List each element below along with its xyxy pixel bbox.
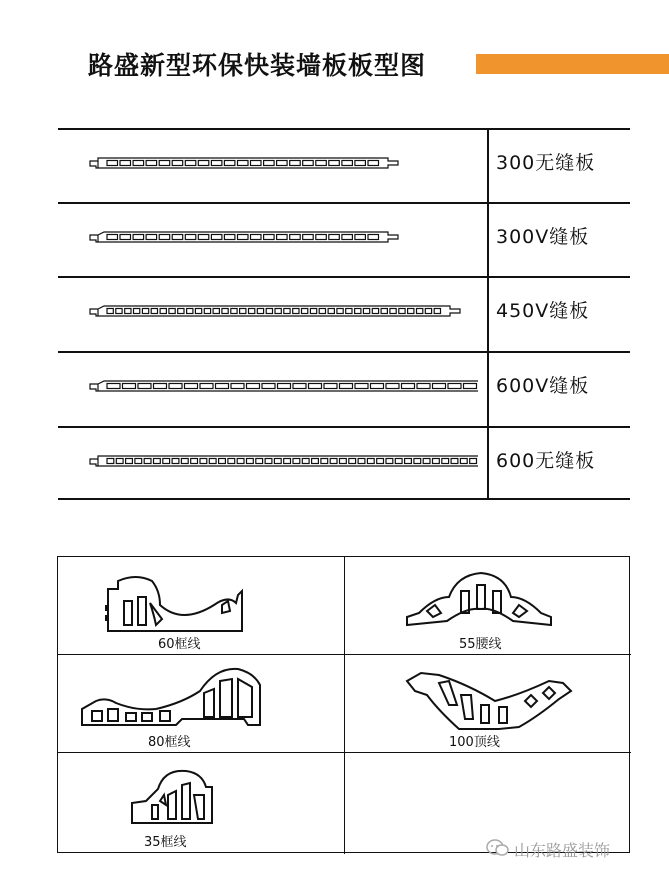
panel-hollow-cell — [266, 309, 272, 314]
panel-hollow-cell — [355, 384, 368, 389]
panel-hollow-cell — [238, 235, 249, 240]
panel-hollow-cell — [303, 235, 314, 240]
panel-hollow-cell — [346, 309, 352, 314]
panel-hollow-cell — [328, 309, 334, 314]
panel-hollow-cell — [116, 459, 123, 464]
panel-hollow-cell — [133, 235, 144, 240]
panel-hollow-cell — [209, 459, 216, 464]
panel-hollow-cell — [408, 309, 414, 314]
panel-hollow-cell — [434, 309, 440, 314]
panel-hollow-cell — [451, 459, 458, 464]
trim-label: 100顶线 — [449, 735, 500, 750]
panel-hollow-cell — [464, 384, 477, 389]
panel-hollow-cell — [247, 459, 254, 464]
panel-hollow-cell — [324, 384, 337, 389]
panel-hollow-cell — [414, 459, 421, 464]
panel-hollow-cell — [146, 161, 157, 166]
trim-label: 55腰线 — [459, 637, 502, 652]
trim-cell-waist-55 — [345, 557, 631, 654]
panel-hollow-cell — [395, 459, 402, 464]
panel-hollow-cell — [367, 459, 374, 464]
panel-hollow-cell — [355, 235, 366, 240]
panel-hollow-cell — [224, 235, 235, 240]
panel-hollow-cell — [144, 459, 151, 464]
trim-profile-grid — [57, 556, 630, 853]
panel-hollow-cell — [329, 235, 340, 240]
panel-hollow-cell — [160, 309, 166, 314]
panel-hollow-cell — [107, 161, 118, 166]
panel-hollow-cell — [154, 459, 161, 464]
panel-hollow-cell — [312, 459, 319, 464]
trim-cell-frame-35 — [58, 753, 344, 854]
panel-hollow-cell — [417, 384, 430, 389]
trim-profile-drawing — [401, 567, 601, 633]
panel-hollow-cell — [371, 384, 384, 389]
panel-hollow-cell — [303, 161, 314, 166]
panel-hollow-cell — [377, 459, 384, 464]
panel-hollow-cell — [293, 459, 300, 464]
panel-hollow-cell — [448, 384, 461, 389]
panel-hollow-cell — [330, 459, 337, 464]
panel-hollow-cell — [290, 235, 301, 240]
panel-hollow-cell — [231, 384, 244, 389]
panel-hollow-cell — [204, 309, 210, 314]
panel-row-450-v — [58, 276, 630, 350]
panel-hollow-cell — [264, 161, 275, 166]
panel-hollow-cell — [423, 459, 430, 464]
panel-hollow-cell — [293, 384, 306, 389]
panel-hollow-cell — [198, 161, 209, 166]
panel-hollow-cell — [172, 161, 183, 166]
panel-hollow-cell — [284, 459, 291, 464]
panel-hollow-cell — [257, 309, 263, 314]
panel-hollow-cell — [460, 459, 467, 464]
panel-hollow-cell — [355, 161, 366, 166]
panel-hollow-cell — [135, 459, 142, 464]
panel-hollow-cell — [470, 459, 477, 464]
panel-hollow-cell — [309, 384, 322, 389]
panel-hollow-cell — [224, 161, 235, 166]
panel-hollow-cell — [265, 459, 272, 464]
trim-cell-crown-100 — [345, 655, 631, 752]
panel-hollow-cell — [178, 309, 184, 314]
panel-hollow-cell — [310, 309, 316, 314]
panel-hollow-cell — [363, 309, 369, 314]
panel-hollow-cell — [116, 309, 122, 314]
panel-hollow-cell — [386, 384, 399, 389]
panel-hollow-cell — [125, 309, 131, 314]
panel-profile-drawing — [78, 128, 478, 202]
panel-hollow-cell — [107, 459, 114, 464]
panel-hollow-cell — [159, 235, 170, 240]
trim-label: 35框线 — [144, 835, 187, 850]
panel-hollow-cell — [247, 384, 260, 389]
panel-hollow-cell — [316, 161, 327, 166]
panel-hollow-cell — [349, 459, 356, 464]
panel-hollow-cell — [240, 309, 246, 314]
panel-hollow-cell — [293, 309, 299, 314]
panel-profile-drawing — [78, 276, 478, 350]
panel-hollow-cell — [133, 161, 144, 166]
panel-hollow-cell — [386, 459, 393, 464]
panel-hollow-cell — [185, 384, 198, 389]
panel-hollow-cell — [358, 459, 365, 464]
panel-hollow-cell — [340, 459, 347, 464]
panel-hollow-cell — [262, 384, 275, 389]
panel-hollow-cell — [355, 309, 361, 314]
wall-panel-table — [58, 128, 630, 500]
trim-label: 60框线 — [158, 637, 201, 652]
panel-label: 600无缝板 — [496, 450, 596, 472]
panel-hollow-cell — [181, 459, 188, 464]
panel-hollow-cell — [238, 161, 249, 166]
panel-hollow-cell — [138, 384, 151, 389]
panel-hollow-cell — [372, 309, 378, 314]
panel-hollow-cell — [319, 309, 325, 314]
panel-hollow-cell — [284, 309, 290, 314]
panel-hollow-cell — [191, 459, 198, 464]
panel-hollow-cell — [163, 459, 170, 464]
panel-hollow-cell — [237, 459, 244, 464]
panel-hollow-cell — [169, 384, 182, 389]
panel-row-300-seamless — [58, 128, 630, 202]
panel-hollow-cell — [302, 459, 309, 464]
panel-label: 450V缝板 — [496, 300, 590, 322]
panel-hollow-cell — [222, 309, 228, 314]
panel-hollow-cell — [219, 459, 226, 464]
panel-hollow-cell — [381, 309, 387, 314]
panel-hollow-cell — [329, 161, 340, 166]
panel-hollow-cell — [433, 384, 446, 389]
panel-profile-drawing — [78, 351, 478, 425]
watermark-text: 山东路盛装饰 — [514, 841, 611, 860]
panel-hollow-cell — [195, 309, 201, 314]
page-title: 路盛新型环保快装墙板板型图 — [88, 51, 427, 80]
panel-hollow-cell — [200, 384, 213, 389]
panel-hollow-cell — [107, 235, 118, 240]
panel-hollow-cell — [146, 235, 157, 240]
panel-hollow-cell — [159, 161, 170, 166]
panel-label: 300无缝板 — [496, 152, 596, 174]
panel-hollow-cell — [228, 459, 235, 464]
panel-hollow-cell — [216, 384, 229, 389]
panel-hollow-cell — [151, 309, 157, 314]
panel-hollow-cell — [417, 309, 423, 314]
panel-outline — [90, 381, 478, 391]
panel-row-600-seamless — [58, 426, 630, 500]
panel-outline — [90, 158, 398, 168]
panel-hollow-cell — [120, 161, 131, 166]
title-accent-bar — [476, 54, 669, 74]
panel-hollow-cell — [368, 161, 379, 166]
panel-hollow-cell — [433, 459, 440, 464]
panel-hollow-cell — [213, 309, 219, 314]
panel-hollow-cell — [277, 161, 288, 166]
trim-cell-frame-60 — [58, 557, 344, 654]
panel-hollow-cell — [120, 235, 131, 240]
trim-profile-drawing — [124, 765, 244, 829]
trim-profile-drawing — [399, 661, 599, 731]
panel-hollow-cell — [211, 235, 222, 240]
panel-row-600-v — [58, 351, 630, 425]
panel-hollow-cell — [264, 235, 275, 240]
panel-hollow-cell — [442, 459, 449, 464]
panel-hollow-cell — [198, 235, 209, 240]
panel-row-300-v — [58, 202, 630, 276]
panel-hollow-cell — [172, 235, 183, 240]
trim-label: 80框线 — [148, 735, 191, 750]
panel-hollow-cell — [302, 309, 308, 314]
panel-label: 600V缝板 — [496, 375, 590, 397]
panel-hollow-cell — [277, 235, 288, 240]
panel-hollow-cell — [342, 161, 353, 166]
panel-hollow-cell — [368, 235, 379, 240]
panel-outline — [90, 232, 398, 242]
panel-hollow-cell — [251, 235, 262, 240]
panel-hollow-cell — [169, 309, 175, 314]
panel-hollow-cell — [154, 384, 167, 389]
trim-cell-frame-80 — [58, 655, 344, 752]
panel-hollow-cell — [107, 384, 120, 389]
panel-hollow-cell — [231, 309, 237, 314]
panel-hollow-cell — [126, 459, 133, 464]
wechat-icon — [486, 838, 510, 858]
panel-hollow-cell — [107, 309, 113, 314]
panel-hollow-cell — [187, 309, 193, 314]
trim-profile-drawing — [102, 571, 302, 637]
panel-hollow-cell — [278, 384, 291, 389]
panel-hollow-cell — [399, 309, 405, 314]
panel-hollow-cell — [134, 309, 140, 314]
panel-profile-drawing — [78, 202, 478, 276]
panel-hollow-cell — [123, 384, 136, 389]
panel-hollow-cell — [249, 309, 255, 314]
panel-hollow-cell — [251, 161, 262, 166]
panel-hollow-cell — [185, 161, 196, 166]
panel-hollow-cell — [172, 459, 179, 464]
panel-label: 300V缝板 — [496, 226, 590, 248]
panel-hollow-cell — [405, 459, 412, 464]
panel-hollow-cell — [275, 309, 281, 314]
panel-hollow-cell — [337, 309, 343, 314]
panel-hollow-cell — [316, 235, 327, 240]
panel-hollow-cell — [256, 459, 263, 464]
panel-hollow-cell — [200, 459, 207, 464]
panel-hollow-cell — [425, 309, 431, 314]
trim-profile-drawing — [76, 661, 326, 731]
panel-hollow-cell — [340, 384, 353, 389]
panel-hollow-cell — [321, 459, 328, 464]
panel-hollow-cell — [274, 459, 281, 464]
panel-hollow-cell — [185, 235, 196, 240]
panel-hollow-cell — [390, 309, 396, 314]
panel-profile-drawing — [78, 426, 478, 500]
panel-hollow-cell — [402, 384, 415, 389]
panel-hollow-cell — [290, 161, 301, 166]
panel-hollow-cell — [211, 161, 222, 166]
panel-hollow-cell — [142, 309, 148, 314]
panel-hollow-cell — [342, 235, 353, 240]
